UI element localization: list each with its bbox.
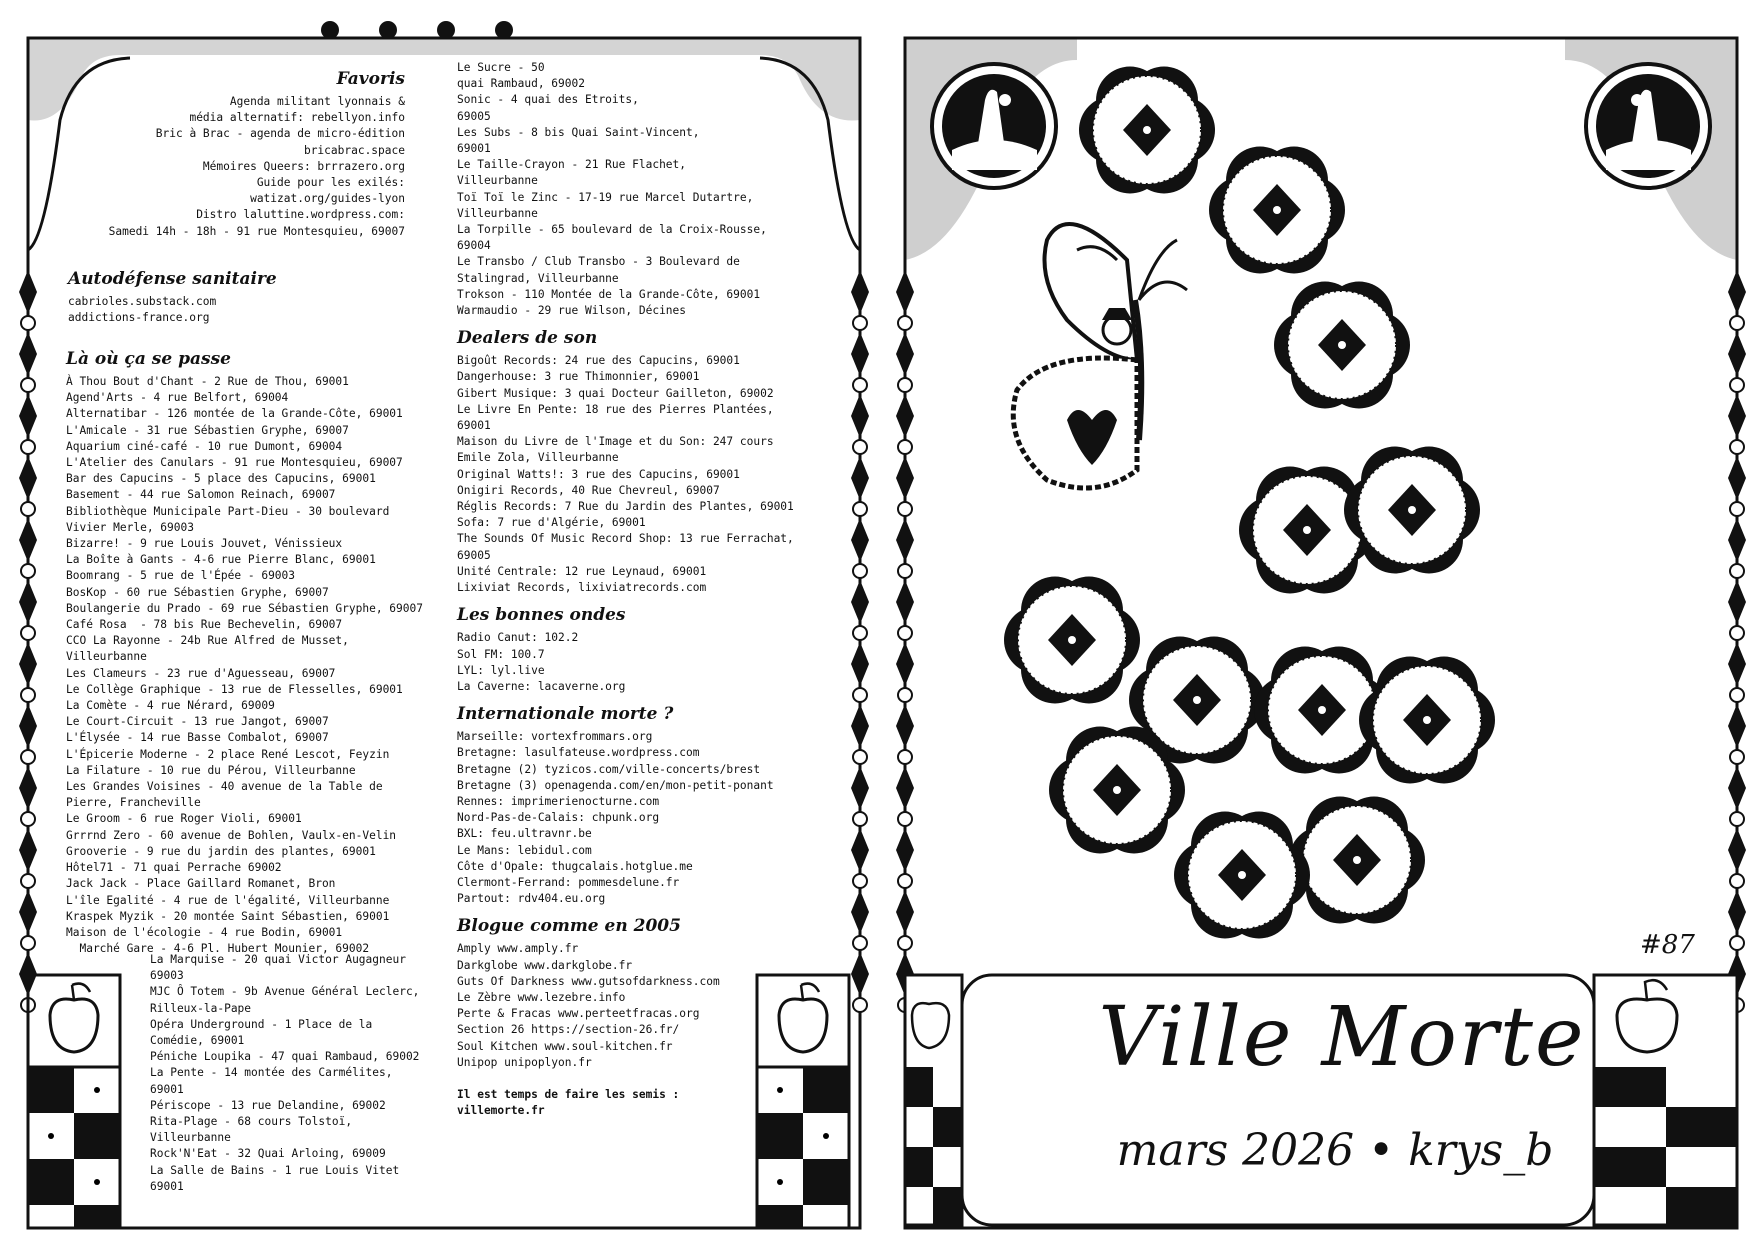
text-line: Mémoires Queers: brrrazero.org	[202, 159, 405, 173]
blogue-heading: Blogue comme en 2005	[457, 916, 681, 937]
laou-list	[66, 374, 466, 957]
chain-bead	[1730, 502, 1744, 516]
chain-diamond	[851, 394, 869, 438]
chain-bead	[853, 688, 867, 702]
chain-diamond	[896, 704, 914, 748]
chain-diamond	[896, 332, 914, 376]
text-line: Emile Zola, Villeurbanne	[457, 451, 619, 465]
chain-bead	[853, 750, 867, 764]
chain-bead	[898, 750, 912, 764]
chain-bead	[853, 812, 867, 826]
text-line: Péniche Loupika - 47 quai Rambaud, 69002	[150, 1050, 420, 1064]
text-line: Bar des Capucins - 5 place des Capucins, 69001	[66, 472, 376, 486]
flower-icon	[1274, 282, 1410, 409]
chain-diamond	[19, 704, 37, 748]
chain-bead	[853, 936, 867, 950]
flower-icon	[1289, 797, 1425, 924]
text-line: Samedi 14h - 18h - 91 rue Montesquieu, 69007	[108, 224, 405, 238]
chain-diamond	[1728, 580, 1746, 624]
text-line: Unipop unipoplyon.fr	[457, 1055, 592, 1069]
text-line: cabrioles.substack.com	[68, 295, 217, 308]
text-line: Bric à Brac - agenda de micro-édition	[155, 127, 405, 141]
favoris-heading: Favoris	[336, 69, 405, 89]
flower-icon	[1174, 812, 1310, 939]
chain-diamond	[851, 890, 869, 934]
chain-bead	[898, 440, 912, 454]
chain-diamond	[19, 456, 37, 500]
chain-bead	[21, 440, 35, 454]
text-line: villemorte.fr	[457, 1104, 545, 1118]
chain-diamond	[19, 332, 37, 376]
chain-diamond	[1728, 828, 1746, 872]
text-line: Sofa: 7 rue d'Algérie, 69001	[457, 516, 646, 530]
text-line: média alternatif: rebellyon.info	[189, 111, 405, 125]
chain-bead	[898, 812, 912, 826]
chain-diamond	[896, 642, 914, 686]
chain-bead	[853, 998, 867, 1012]
text-line: Opéra Underground - 1 Place de la	[150, 1017, 373, 1031]
text-line: L'Atelier des Canulars - 91 rue Montesquieu, 69007	[66, 456, 403, 470]
text-line: Kraspek Myzik - 20 montée Saint Sébastien, 69001	[66, 909, 390, 923]
text-line: 69001	[150, 1179, 184, 1193]
internationale-list	[457, 729, 837, 907]
left-apple-tile-icon	[28, 975, 120, 1067]
text-line: bricabrac.space	[303, 143, 405, 157]
chain-bead	[898, 502, 912, 516]
text-line: Bretagne (3) openagenda.com/en/mon-petit-ponant	[457, 778, 774, 792]
text-line: La Boîte à Gants - 4-6 rue Pierre Blanc, 69001	[66, 553, 376, 567]
chain-diamond	[851, 332, 869, 376]
chain-bead	[853, 874, 867, 888]
chain-diamond	[896, 456, 914, 500]
autodefense-heading: Autodéfense sanitaire	[68, 269, 277, 289]
text-line: CCO La Rayonne - 24b Rue Alfred de Musset,	[66, 634, 349, 648]
text-line: Jack Jack - Place Gaillard Romanet, Bron	[66, 877, 336, 891]
text-line: Le Transbo / Club Transbo - 3 Boulevard de	[457, 255, 740, 269]
text-line: Marseille: vortexfrommars.org	[457, 730, 653, 744]
chain-bead	[1730, 812, 1744, 826]
text-line: Bizarre! - 9 rue Louis Jouvet, Vénissieux	[66, 537, 343, 551]
favoris-list	[60, 94, 405, 240]
text-line: À Thou Bout d'Chant - 2 Rue de Thou, 69001	[66, 375, 349, 388]
dealers-list	[457, 353, 837, 596]
chain-bead	[1730, 750, 1744, 764]
chain-bead	[21, 874, 35, 888]
laou-heading: Là où ça se passe	[66, 349, 231, 369]
text-line: Le Groom - 6 rue Roger Violi, 69001	[66, 812, 302, 826]
right-page	[877, 0, 1754, 1241]
left-diamond-chain	[19, 270, 37, 1012]
text-line: Lixiviat Records, lixiviatrecords.com	[457, 581, 707, 595]
text-line: Bigoût Records: 24 rue des Capucins, 69001	[457, 354, 740, 368]
text-line: Rock'N'Eat - 32 Quai Arloing, 69009	[150, 1147, 386, 1161]
text-line: Warmaudio - 29 rue Wilson, Décines	[457, 304, 687, 318]
text-line: Les Grandes Voisines - 40 avenue de la Table de	[66, 780, 383, 794]
text-line: BXL: feu.ultravnr.be	[457, 827, 592, 841]
internationale-heading: Internationale morte ?	[457, 704, 674, 725]
chain-diamond	[851, 952, 869, 996]
text-line: Partout: rdv404.eu.org	[457, 892, 606, 906]
text-line: LYL: lyl.live	[457, 663, 545, 677]
chain-diamond	[896, 270, 914, 314]
text-line: Maison du Livre de l'Image et du Son: 247 cours	[457, 435, 774, 449]
chain-bead	[21, 812, 35, 826]
text-line: Il est temps de faire les semis :	[457, 1087, 680, 1101]
chain-diamond	[851, 766, 869, 810]
chain-diamond	[19, 828, 37, 872]
chain-bead	[853, 378, 867, 392]
right-diamond-chain	[851, 270, 869, 1012]
text-line: Maison de l'écologie - 4 rue Bodin, 69001	[66, 925, 343, 939]
left-checker-icon	[28, 1067, 120, 1228]
text-line: Le Court-Circuit - 13 rue Jangot, 69007	[66, 715, 329, 729]
right-page-right-chain	[1728, 270, 1746, 1012]
text-line: Sol FM: 100.7	[457, 647, 545, 661]
text-line: Hôtel71 - 71 quai Perrache 69002	[66, 861, 282, 875]
text-line: Comédie, 69001	[150, 1034, 245, 1048]
text-line: Basement - 44 rue Salomon Reinach, 69007	[66, 488, 336, 502]
chain-diamond	[896, 394, 914, 438]
chain-bead	[21, 626, 35, 640]
chain-diamond	[851, 518, 869, 562]
text-line: Soul Kitchen www.soul-kitchen.fr	[457, 1039, 673, 1053]
favoris-section	[60, 68, 405, 240]
text-line: La Caverne: lacaverne.org	[457, 679, 626, 693]
chain-diamond	[1728, 332, 1746, 376]
text-line: Stalingrad, Villeurbanne	[457, 271, 619, 285]
ondes-heading: Les bonnes ondes	[457, 605, 626, 626]
chain-bead	[853, 502, 867, 516]
flower-icon	[1209, 147, 1345, 274]
text-line: Guide pour les exilés:	[256, 176, 405, 190]
chain-bead	[1730, 688, 1744, 702]
text-line: addictions-france.org	[68, 311, 210, 325]
text-line: Agenda militant lyonnais &	[229, 95, 405, 108]
text-line: Agend'Arts - 4 rue Belfort, 69004	[66, 391, 289, 405]
chain-diamond	[896, 580, 914, 624]
text-line: 69003	[150, 969, 184, 983]
text-line: L'Amicale - 31 rue Sébastien Gryphe, 69007	[66, 423, 349, 437]
laou-section	[66, 340, 466, 957]
ondes-list	[457, 630, 837, 695]
chain-bead	[21, 502, 35, 516]
chain-bead	[898, 874, 912, 888]
chain-diamond	[896, 766, 914, 810]
chain-bead	[1730, 440, 1744, 454]
text-line: Les Clameurs - 23 rue d'Aguesseau, 69007	[66, 666, 336, 680]
text-line: Villeurbanne	[457, 206, 538, 220]
chain-bead	[21, 316, 35, 330]
text-line: Villeurbanne	[150, 1131, 231, 1145]
chain-bead	[853, 564, 867, 578]
text-line: Original Watts!: 3 rue des Capucins, 69001	[457, 467, 740, 481]
text-line: watizat.org/guides-lyon	[250, 192, 405, 206]
text-line: Périscope - 13 rue Delandine, 69002	[150, 1098, 386, 1112]
text-line: Le Collège Graphique - 13 rue de Flesselles, 69001	[66, 682, 403, 696]
text-line: Les Subs - 8 bis Quai Saint-Vincent,	[457, 125, 700, 139]
text-line: Rennes: imprimerienocturne.com	[457, 794, 660, 808]
chain-diamond	[1728, 270, 1746, 314]
footer-note	[457, 1087, 837, 1119]
chain-diamond	[851, 704, 869, 748]
chain-bead	[898, 316, 912, 330]
chain-diamond	[851, 642, 869, 686]
text-line: Café Rosa - 78 bis Rue Bechevelin, 69007	[66, 618, 343, 632]
text-line: Perte & Fracas www.perteetfracas.org	[457, 1007, 700, 1021]
chain-bead	[898, 626, 912, 640]
autodefense-list	[68, 294, 408, 326]
text-line: Darkglobe www.darkglobe.fr	[457, 958, 633, 972]
text-line: La Filature - 10 rue du Pérou, Villeurbanne	[66, 763, 356, 777]
chain-diamond	[19, 270, 37, 314]
right-medallion-icon	[1565, 38, 1737, 260]
text-line: La Salle de Bains - 1 rue Louis Vitet	[150, 1163, 400, 1177]
text-line: Le Livre En Pente: 18 rue des Pierres Plantées,	[457, 402, 774, 416]
chain-diamond	[19, 642, 37, 686]
laou-indented-section	[150, 952, 450, 1195]
text-line: 69005	[457, 548, 491, 562]
text-line: La Pente - 14 montée des Carmélites,	[150, 1066, 393, 1080]
text-line: Le Taille-Crayon - 21 Rue Flachet,	[457, 158, 687, 172]
blogue-list	[457, 941, 837, 1071]
text-line: Clermont-Ferrand: pommesdelune.fr	[457, 875, 680, 889]
text-line: Trokson - 110 Montée de la Grande-Côte, 69001	[457, 287, 761, 301]
chain-bead	[21, 936, 35, 950]
text-line: 69001	[457, 142, 491, 156]
text-line: Toï Toï le Zinc - 17-19 rue Marcel Dutartre,	[457, 190, 754, 204]
chain-diamond	[19, 518, 37, 562]
chain-diamond	[851, 828, 869, 872]
text-line: Grooverie - 9 rue du jardin des plantes, 69001	[66, 844, 376, 858]
text-line: L'Épicerie Moderne - 2 place René Lescot, Feyzin	[66, 747, 390, 761]
text-line: Villeurbanne	[457, 174, 538, 188]
venues-continued-list	[457, 60, 837, 319]
chain-diamond	[851, 580, 869, 624]
flower-bouquet-illustration	[1004, 67, 1495, 939]
chain-bead	[21, 564, 35, 578]
text-line: Radio Canut: 102.2	[457, 631, 579, 645]
text-line: Villeurbanne	[66, 650, 147, 664]
text-line: L'Élysée - 14 rue Basse Combalot, 69007	[66, 731, 329, 745]
chain-bead	[898, 378, 912, 392]
text-line: Guts Of Darkness www.gutsofdarkness.com	[457, 974, 720, 988]
text-line: quai Rambaud, 69002	[457, 77, 585, 91]
text-line: BosKop - 60 rue Sébastien Gryphe, 69007	[66, 585, 329, 599]
text-line: Sonic - 4 quai des Etroits,	[457, 93, 639, 107]
chain-diamond	[1728, 394, 1746, 438]
right-page-left-chain	[896, 270, 914, 1012]
autodefense-section	[68, 260, 408, 326]
chain-diamond	[1728, 518, 1746, 562]
chain-bead	[21, 378, 35, 392]
chain-bead	[853, 626, 867, 640]
chain-diamond	[19, 580, 37, 624]
left-medallion-icon	[905, 38, 1077, 260]
text-line: Côte d'Opale: thugcalais.hotglue.me	[457, 859, 693, 873]
chain-bead	[21, 688, 35, 702]
text-line: Aquarium ciné-café - 10 rue Dumont, 69004	[66, 439, 343, 453]
second-column	[457, 60, 837, 1119]
text-line: Onigiri Records, 40 Rue Chevreul, 69007	[457, 483, 720, 497]
text-line: Boulangerie du Prado - 69 rue Sébastien Gryphe, 69007	[66, 601, 423, 615]
text-line: L'île Egalité - 4 rue de l'égalité, Villeurbanne	[66, 893, 390, 907]
text-line: MJC Ô Totem - 9b Avenue Général Leclerc,	[150, 985, 420, 999]
laou-indented-list	[150, 952, 450, 1195]
chain-diamond	[896, 828, 914, 872]
chain-bead	[1730, 936, 1744, 950]
chain-bead	[1730, 626, 1744, 640]
text-line: Gibert Musique: 3 quai Docteur Gailleton, 69002	[457, 386, 774, 400]
text-line: Marché Gare - 4-6 Pl. Hubert Mounier, 69002	[66, 942, 370, 956]
chain-diamond	[1728, 642, 1746, 686]
text-line: Distro laluttine.wordpress.com:	[196, 208, 405, 222]
text-line: Bibliothèque Municipale Part-Dieu - 30 boulevard	[66, 504, 390, 518]
chain-diamond	[1728, 456, 1746, 500]
text-line: Vivier Merle, 69003	[66, 520, 194, 534]
text-line: Pierre, Francheville	[66, 796, 201, 810]
text-line: The Sounds Of Music Record Shop: 13 rue Ferrachat,	[457, 532, 794, 546]
chain-bead	[1730, 316, 1744, 330]
chain-bead	[853, 440, 867, 454]
chain-bead	[898, 688, 912, 702]
text-line: La Torpille - 65 boulevard de la Croix-Rousse,	[457, 223, 767, 237]
text-line: Grrrnd Zero - 60 avenue de Bohlen, Vaulx-en-Velin	[66, 828, 397, 842]
chain-diamond	[1728, 766, 1746, 810]
text-line: La Marquise - 20 quai Victor Augagneur	[150, 953, 406, 966]
text-line: Bretagne: lasulfateuse.wordpress.com	[457, 746, 700, 760]
chain-diamond	[19, 890, 37, 934]
chain-bead	[898, 936, 912, 950]
chain-diamond	[851, 456, 869, 500]
issue-number: #87	[1640, 930, 1695, 960]
text-line: 69001	[457, 419, 491, 433]
chain-bead	[898, 564, 912, 578]
chain-diamond	[1728, 890, 1746, 934]
chain-diamond	[851, 270, 869, 314]
chain-diamond	[896, 518, 914, 562]
right-page-left-apple-icon	[905, 975, 962, 1225]
flower-icon	[1079, 67, 1215, 194]
text-line: Amply www.amply.fr	[457, 942, 579, 956]
zine-title: Ville Morte	[1098, 990, 1586, 1085]
text-line: Rita-Plage - 68 cours Tolstoï,	[150, 1115, 353, 1129]
text-line: Le Mans: lebidul.com	[457, 843, 592, 857]
text-line: Alternatibar - 126 montée de la Grande-Côte, 69001	[66, 407, 403, 421]
chain-diamond	[1728, 704, 1746, 748]
chain-bead	[853, 316, 867, 330]
text-line: La Comète - 4 rue Nérard, 69009	[66, 699, 275, 713]
text-line: Réglis Records: 7 Rue du Jardin des Plantes, 69001	[457, 500, 794, 514]
text-line: Nord-Pas-de-Calais: chpunk.org	[457, 811, 660, 825]
flower-icon	[1359, 657, 1495, 784]
chain-diamond	[19, 394, 37, 438]
chain-bead	[1730, 564, 1744, 578]
text-line: Section 26 https://section-26.fr/	[457, 1023, 680, 1037]
chain-diamond	[19, 766, 37, 810]
chain-bead	[1730, 874, 1744, 888]
text-line: 69005	[457, 109, 491, 123]
dealers-heading: Dealers de son	[457, 328, 598, 349]
text-line: Rilleux-la-Pape	[150, 1001, 252, 1015]
butterfly-icon	[1013, 224, 1187, 488]
text-line: Bretagne (2) tyzicos.com/ville-concerts/brest	[457, 762, 761, 776]
text-line: 69004	[457, 239, 491, 253]
chain-diamond	[896, 890, 914, 934]
chain-bead	[1730, 378, 1744, 392]
text-line: 69001	[150, 1082, 184, 1096]
zine-subtitle: mars 2026 • krys_b	[1116, 1125, 1554, 1176]
text-line: Unité Centrale: 12 rue Leynaud, 69001	[457, 564, 707, 578]
text-line: Boomrang - 5 rue de l'Épée - 69003	[66, 569, 296, 583]
text-line: Dangerhouse: 3 rue Thimonnier, 69001	[457, 370, 700, 384]
text-line: Le Sucre - 50	[457, 61, 545, 74]
text-line: Le Zèbre www.lezebre.info	[457, 990, 626, 1004]
flower-icon	[1004, 577, 1140, 704]
chain-bead	[21, 750, 35, 764]
